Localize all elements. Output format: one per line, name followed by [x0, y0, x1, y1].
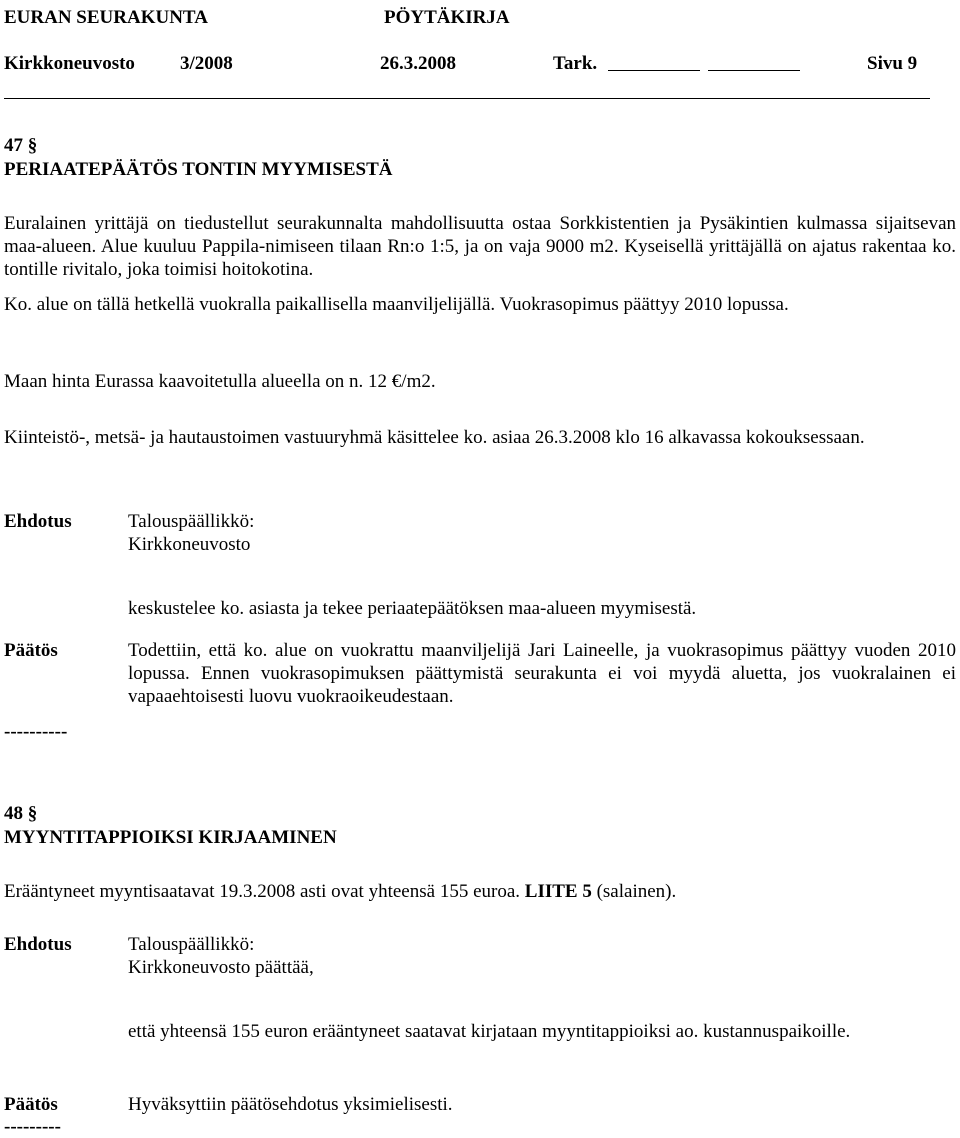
- section-47-paragraph-2: Ko. alue on tällä hetkellä vuokralla paikallisella maanviljelijällä. Vuokrasopimus päättyy 2010 lopussa.: [4, 294, 789, 315]
- section-48-separator: ---------: [4, 1116, 61, 1137]
- section-48-number: 48 §: [4, 803, 38, 824]
- check-signature-line-2: [708, 52, 800, 71]
- proposal-by: Talouspäällikkö:: [128, 934, 255, 955]
- decision-label: Päätös: [4, 640, 58, 661]
- org-name: EURAN SEURAKUNTA: [4, 7, 208, 28]
- check-signature-line-1: [608, 52, 700, 71]
- meeting-body: Kirkkoneuvosto: [4, 53, 135, 74]
- meeting-number: 3/2008: [180, 53, 233, 74]
- section-47-title: PERIAATEPÄÄTÖS TONTIN MYYMISESTÄ: [4, 159, 393, 180]
- decision-text: Todettiin, että ko. alue on vuokrattu maanviljelijä Jari Laineelle, ja vuokrasopimus päättyy vuoden 2010 lopussa. Ennen vuokrasopimuksen päättymistä seurakunta ei voi myydä aluetta, jos vuokralainen ei vapaaehtoisesti luovu vuokraoikeudestaan.: [128, 640, 956, 707]
- paragraph-1-note: (salainen).: [596, 881, 677, 902]
- decision-label: Päätös: [4, 1094, 58, 1115]
- section-47-paragraph-1: Euralainen yrittäjä on tiedustellut seurakunnalta mahdollisuutta ostaa Sorkkistentien ja Pysäkintien kulmassa sijaitsevan maa-alueen. Alue kuuluu Pappila-nimiseen tilaan Rn:o 1:5, ja on vaja 9000 m2. Kyseisellä yrittäjällä on ajatus rakentaa ko. tontille rivitalo, joka toimisi hoitokotina.: [4, 213, 956, 280]
- section-47-paragraph-3: Maan hinta Eurassa kaavoitetulla alueella on n. 12 €/m2.: [4, 371, 436, 392]
- proposal-content: [128, 933, 956, 1043]
- section-48-paragraph-1: [4, 880, 956, 903]
- paragraph-1-text: Erääntyneet myyntisaatavat 19.3.2008 asti ovat yhteensä 155 euroa.: [4, 881, 521, 902]
- check-label: Tark.: [553, 53, 598, 74]
- proposal-line-2: että yhteensä 155 euron erääntyneet saatavat kirjataan myyntitappioiksi ao. kustannuspaikoille.: [128, 1021, 851, 1042]
- proposal-line-2: keskustelee ko. asiasta ja tekee periaatepäätöksen maa-alueen myymisestä.: [128, 598, 697, 619]
- section-47-separator: ----------: [4, 721, 68, 742]
- section-47-number: 47 §: [4, 135, 38, 156]
- page-number: Sivu 9: [867, 53, 918, 74]
- proposal-content: [128, 510, 956, 620]
- header-divider: [4, 98, 930, 99]
- proposal-by: Talouspäällikkö:: [128, 511, 255, 532]
- document-type: PÖYTÄKIRJA: [384, 7, 510, 28]
- proposal-line-1: Kirkkoneuvosto päättää,: [128, 957, 314, 978]
- meeting-date: 26.3.2008: [380, 53, 456, 74]
- section-47-paragraph-4: Kiinteistö-, metsä- ja hautaustoimen vastuuryhmä käsittelee ko. asiaa 26.3.2008 klo 16 alkavassa kokouksessaan.: [4, 427, 865, 448]
- section-48-title: MYYNTITAPPIOIKSI KIRJAAMINEN: [4, 827, 337, 848]
- decision-text: Hyväksyttiin päätösehdotus yksimielisesti.: [128, 1094, 453, 1115]
- proposal-label: Ehdotus: [4, 511, 72, 532]
- proposal-line-1: Kirkkoneuvosto: [128, 534, 251, 555]
- proposal-label: Ehdotus: [4, 934, 72, 955]
- attachment-reference: LIITE 5: [524, 881, 592, 902]
